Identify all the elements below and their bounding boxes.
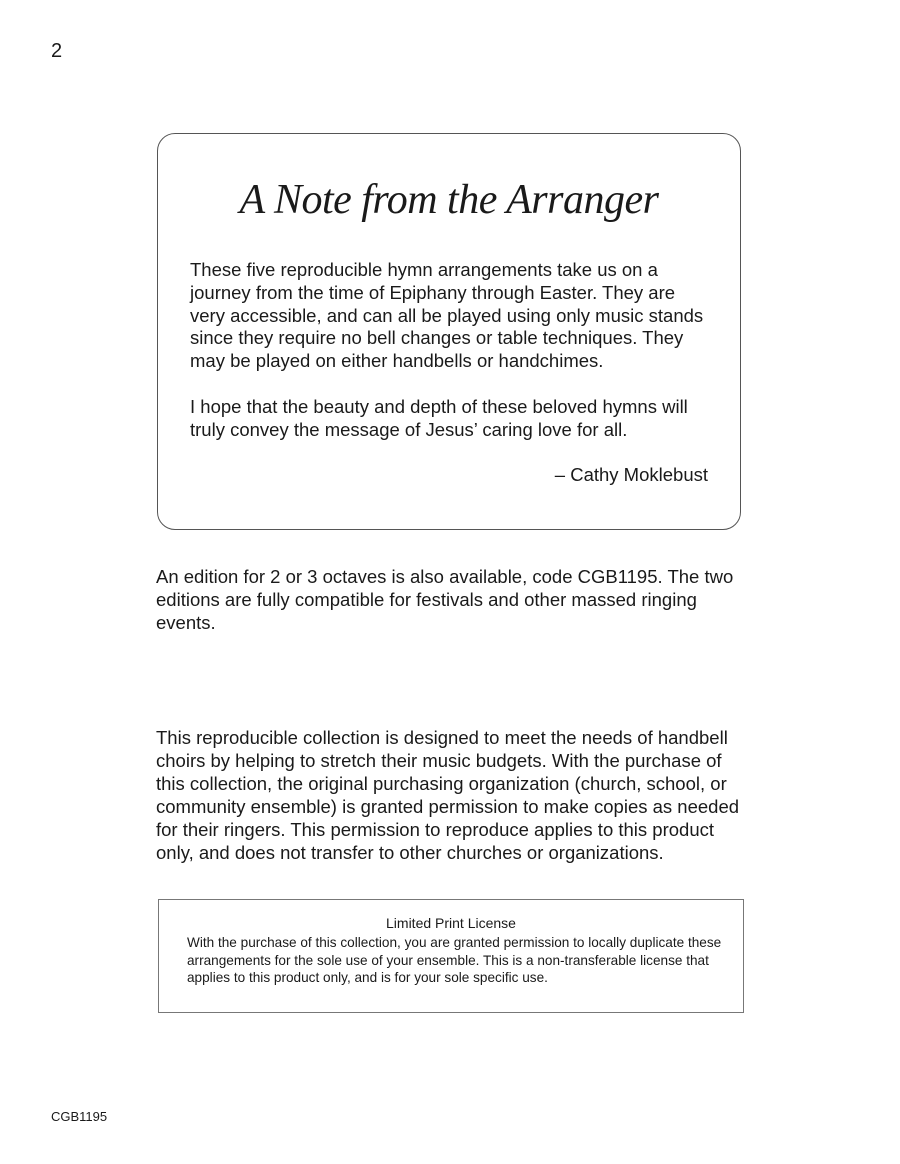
- license-text: With the purchase of this collection, you are granted permission to locally duplicate these arrangements for the sole use of your ensemble. This is a non-transferable license that applies to this product only, and is for your sole specific use.: [187, 935, 722, 985]
- license-title: Limited Print License: [386, 915, 516, 931]
- arranger-note-box: [157, 133, 741, 530]
- product-code: CGB1195: [51, 1109, 108, 1124]
- arranger-signature: – Cathy Moklebust: [554, 464, 708, 485]
- note-paragraph-1: These five reproducible hymn arrangements take us on a journey from the time of Epiphany through Easter. They are very accessible, and can all be played using only music stands since they require no bell changes or table techniques. They may be played on either handbells or handchimes.: [190, 259, 704, 372]
- license-box: [158, 899, 744, 1013]
- note-body: [190, 259, 712, 465]
- note-paragraph-2: I hope that the beauty and depth of these beloved hymns will truly convey the message of Jesus’ caring love for all.: [190, 395, 688, 440]
- edition-paragraph: An edition for 2 or 3 octaves is also available, code CGB1195. The two editions are fully compatible for festivals and other massed ringing events.: [156, 566, 734, 633]
- page-number: 2: [51, 40, 63, 62]
- reproducible-paragraph: This reproducible collection is designed to meet the needs of handbell choirs by helping to stretch their music budgets. With the purchase of this collection, the original purchasing organization (church, school, or community ensemble) is granted permission to make copies as needed for their ringers. This permission to reproduce applies to this product only, and does not transfer to other churches or organizations.: [156, 727, 740, 863]
- note-title: A Note from the Arranger: [239, 177, 659, 223]
